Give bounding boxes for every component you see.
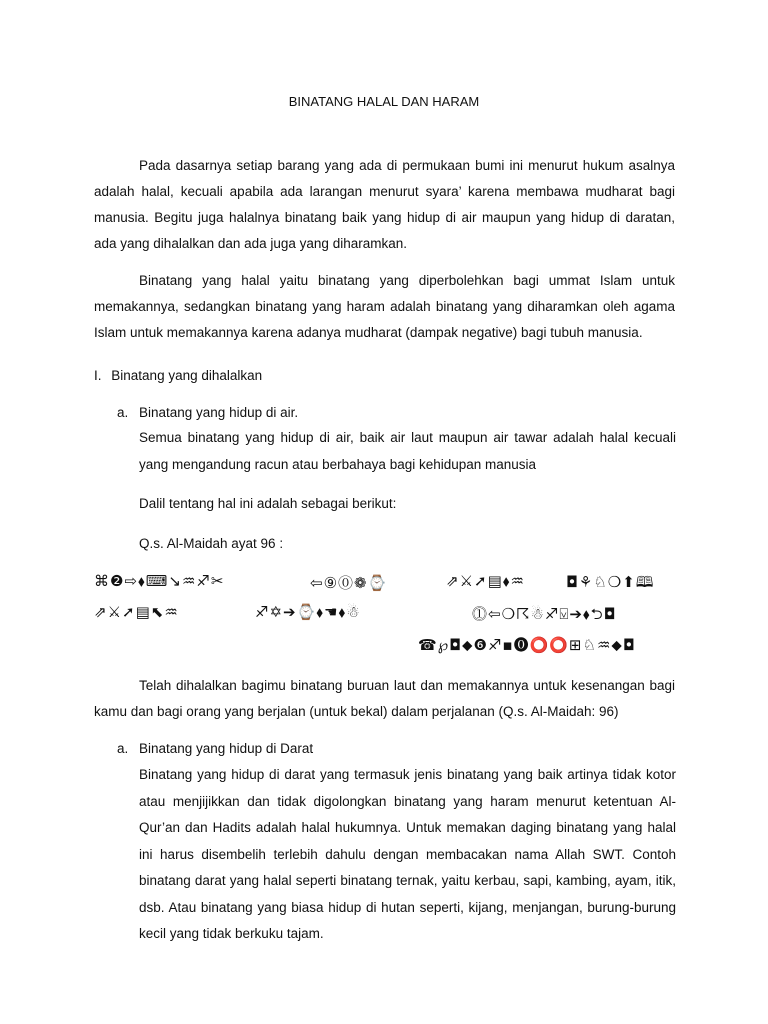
intro-paragraph-1: Pada dasarnya setiap barang yang ada di permukaan bumi ini menurut hukum asalnya adalah halal, kecuali apabila ada larangan menurut syara’ karena membawa mudharat bagi manusia. Begitu juga halalnya binatang baik yang hidup di air maupun yang hidup di daratan, ada yang dihalalkan dan ada juga yang diharamkan. <box>94 158 675 251</box>
verse-translation: Telah dihalalkan bagimu binatang buruan laut dan memakannya untuk kesenangan bagi kamu dan bagi orang yang berjalan (untuk bekal) dalam perjalanan (Q.s. Al-Maidah: 96) <box>94 678 675 719</box>
intro-paragraph-2: Binatang yang halal yaitu binatang yang diperbolehkan bagi ummat Islam untuk memakannya, sedangkan binatang yang haram adalah binatang yang diharamkan oleh agama Islam untuk memakannya karena adanya mudharat (dampak negative) bagi tubuh manusia. <box>94 273 675 340</box>
verse-glyph-run: ◘⚘♘❍⬆🕮 <box>566 573 655 591</box>
surah-reference: Q.s. Al-Maidah ayat 96 : <box>139 536 284 551</box>
verse-glyph-run: ⇗⚔➚▤⬉♒ <box>94 603 179 621</box>
subsection-heading-land <box>117 739 313 759</box>
verse-glyph-run: ♐✡➔⌚⬧☚⬧☃ <box>255 603 361 621</box>
section-marker: I. <box>94 368 102 383</box>
subsection-heading-text: Binatang yang hidup di air. <box>139 405 299 420</box>
verse-glyph-run: ☎℘◘⬥❻♐▪⓿⭕⭕⊞♘♒⬥◘ <box>418 636 636 654</box>
subsection-heading-water <box>117 403 298 423</box>
section-heading-text: Binatang yang dihalalkan <box>111 368 263 383</box>
subsection-heading-text: Binatang yang hidup di Darat <box>139 741 314 756</box>
document-title: BINATANG HALAL DAN HARAM <box>288 94 480 109</box>
subsection-marker: a. <box>117 405 129 420</box>
subsection-marker: a. <box>117 741 129 756</box>
verse-glyph-run: ⇗⚔➚▤⬧♒ <box>446 572 525 590</box>
verse-glyph-run: ⌘❷⇨⬧⌨↘♒♐✂ <box>94 572 225 590</box>
verse-glyph-run: ⇦⑨⓪❁⌚ <box>310 574 388 592</box>
land-animals-text: Binatang yang hidup di darat yang termasuk jenis binatang yang baik artinya tidak kotor atau menjijikkan dan tidak digolongkan binatang yang haram menurut ketentuan Al-Qur’an dan Hadits adalah halal hukumnya. Untuk memakan daging binatang yang halal ini harus disembelih terlebih dahulu dengan membacakan nama Allah SWT. Contoh binatang darat yang halal seperti binatang ternak, yaitu kerbau, sapi, kambing, ayam, itik, dsb. Atau binatang yang biasa hidup di hutan seperti, kijang, menjangan, burung-burung kecil yang tidak berkuku tajam. <box>139 767 676 941</box>
section-heading-halal <box>94 366 262 386</box>
water-animals-text: Semua binatang yang hidup di air, baik air laut maupun air tawar adalah halal kecuali yang mengandung racun atau berbahaya bagi kehidupan manusia <box>139 430 676 472</box>
verse-glyph-run: ⓵⇦❍☈☃♐⍌➔⬧⮌◘ <box>472 605 617 623</box>
dalil-intro: Dalil tentang hal ini adalah sebagai berikut: <box>139 496 397 511</box>
